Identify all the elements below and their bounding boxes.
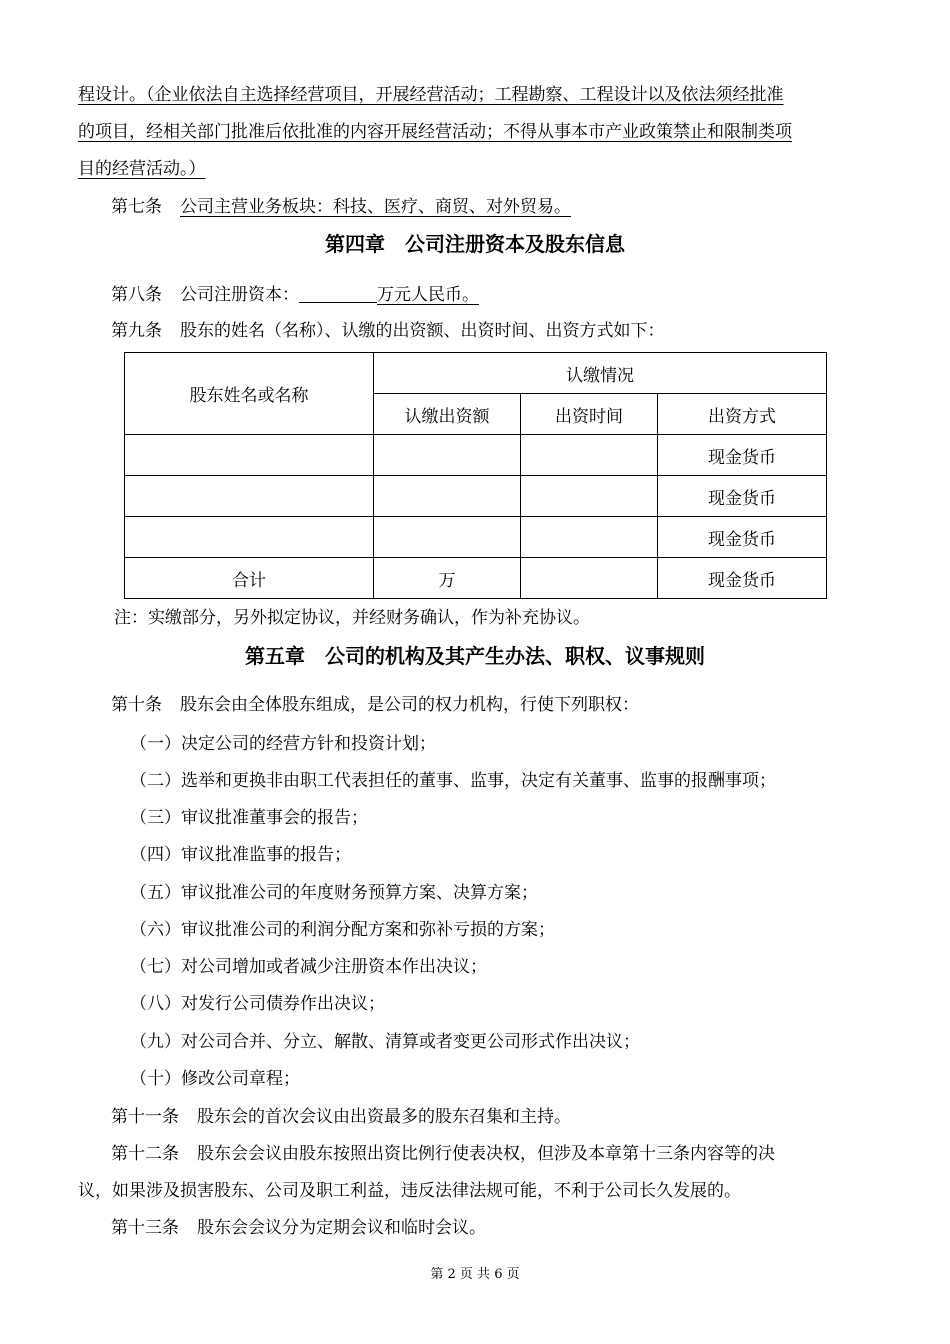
cell-amount — [374, 476, 521, 517]
article-12-label: 第十二条 — [111, 1144, 179, 1164]
cell-time — [521, 517, 658, 558]
list-item: （一）决定公司的经营方针和投资计划； — [130, 734, 436, 754]
table-row — [125, 476, 827, 517]
list-item: （八）对发行公司债券作出决议； — [130, 994, 385, 1014]
cell-time — [521, 476, 658, 517]
article-9-text: 股东的姓名（名称）、认缴的出资额、出资时间、出资方式如下： — [180, 321, 665, 341]
intro-line-1: 程设计。（企业依法自主选择经营项目，开展经营活动；工程勘察、工程设计以及依法须经批准 — [78, 85, 784, 105]
header-method: 出资方式 — [658, 394, 827, 435]
total-time — [521, 558, 658, 599]
cell-time — [521, 435, 658, 476]
list-item: （九）对公司合并、分立、解散、清算或者变更公司形式作出决议； — [130, 1032, 640, 1052]
header-subscription: 认缴情况 — [374, 353, 827, 394]
list-item: （六）审议批准公司的利润分配方案和弥补亏损的方案； — [130, 920, 555, 940]
article-13-text: 股东会会议分为定期会议和临时会议。 — [197, 1218, 486, 1238]
list-item: （四）审议批准监事的报告； — [130, 845, 351, 865]
article-8-prefix: 公司注册资本： — [180, 285, 299, 305]
article-11-label: 第十一条 — [111, 1107, 179, 1127]
header-shareholder-name: 股东姓名或名称 — [125, 353, 374, 435]
cell-method: 现金货币 — [658, 435, 827, 476]
cell-amount — [374, 517, 521, 558]
list-item: （七）对公司增加或者减少注册资本作出决议； — [130, 957, 487, 977]
article-10-label: 第十条 — [111, 695, 162, 715]
article-11 — [111, 1104, 571, 1130]
intro-line-3: 目的经营活动。） — [78, 159, 206, 179]
shareholder-table — [124, 352, 827, 599]
cell-method: 现金货币 — [658, 476, 827, 517]
chapter-4-title: 第四章 公司注册资本及股东信息 — [325, 232, 625, 256]
article-8-suffix: 万元人民币。 — [377, 285, 479, 305]
header-amount: 认缴出资额 — [374, 394, 521, 435]
list-item: （三）审议批准董事会的报告； — [130, 808, 368, 828]
list-item: （五）审议批准公司的年度财务预算方案、决算方案； — [130, 883, 538, 903]
page-footer: 第 2 页 共 6 页 — [430, 1267, 520, 1282]
total-amount: 万 — [374, 558, 521, 599]
article-12-line-1 — [111, 1141, 775, 1167]
article-12-line-2: 议，如果涉及损害股东、公司及职工利益，违反法律法规可能，不利于公司长久发展的。 — [78, 1181, 741, 1201]
total-label: 合计 — [125, 558, 374, 599]
article-12-text-1: 股东会会议由股东按照出资比例行使表决权，但涉及本章第十三条内容等的决 — [197, 1144, 775, 1164]
table-row — [125, 435, 827, 476]
intro-line-2: 的项目，经相关部门批准后依批准的内容开展经营活动；不得从事本市产业政策禁止和限制类项 — [78, 122, 792, 142]
list-item: （十）修改公司章程； — [130, 1069, 300, 1089]
cell-method: 现金货币 — [658, 517, 827, 558]
article-11-text: 股东会的首次会议由出资最多的股东召集和主持。 — [197, 1107, 571, 1127]
article-10-text: 股东会由全体股东组成，是公司的权力机构，行使下列职权： — [180, 695, 639, 715]
article-7-label: 第七条 — [111, 197, 162, 217]
article-9-label: 第九条 — [111, 321, 162, 341]
article-7 — [111, 194, 571, 220]
cell-amount — [374, 435, 521, 476]
registered-capital-blank — [299, 284, 377, 303]
article-9 — [111, 318, 665, 344]
article-13-label: 第十三条 — [111, 1218, 179, 1238]
article-8 — [111, 282, 479, 308]
chapter-5-title: 第五章 公司的机构及其产生办法、职权、议事规则 — [245, 644, 705, 668]
article-7-text: 公司主营业务板块：科技、医疗、商贸、对外贸易。 — [180, 197, 571, 217]
table-total-row — [125, 558, 827, 599]
header-time: 出资时间 — [521, 394, 658, 435]
article-10 — [111, 692, 639, 718]
article-8-label: 第八条 — [111, 285, 162, 305]
table-row — [125, 517, 827, 558]
total-method: 现金货币 — [658, 558, 827, 599]
cell-name — [125, 517, 374, 558]
cell-name — [125, 435, 374, 476]
list-item: （二）选举和更换非由职工代表担任的董事、监事，决定有关董事、监事的报酬事项； — [130, 771, 776, 791]
table-note: 注：实缴部分，另外拟定协议，并经财务确认，作为补充协议。 — [114, 608, 590, 628]
cell-name — [125, 476, 374, 517]
article-13 — [111, 1215, 486, 1241]
